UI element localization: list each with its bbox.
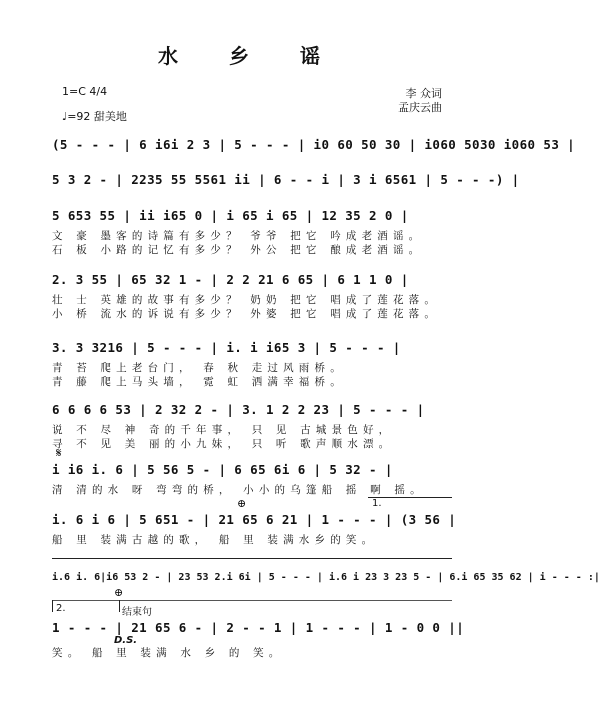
divider-line <box>52 600 452 601</box>
section-divider <box>52 558 452 559</box>
coda-label: 结束句 <box>122 607 152 618</box>
lyric-line-9: 清 清的水 呀 弯弯的桥， 小小的乌篷船 摇 啊 摇。 <box>52 484 426 496</box>
coda-bracket <box>119 600 120 612</box>
key-signature: 1=C 4/4 <box>62 85 108 98</box>
lyric-line-4: 小 桥 流水的诉说有多少？ 外婆 把它 唱成了莲花落。 <box>52 308 441 320</box>
score-line-3: 5 653 55 | ii i65 0 | i 65 i 65 | 12 35 2 0 | <box>52 208 409 223</box>
ending-top-label: 1. <box>372 498 382 509</box>
score-line-8: i. 6 i 6 | 5 651 - | 21 65 6 21 | 1 - - - | (3 56 | <box>52 512 457 527</box>
lyric-line-5: 青 苔 爬上老台门， 春 秋 走过风雨桥。 <box>52 362 346 374</box>
ending-2-label: 2. <box>56 603 66 614</box>
score-line-2: 5 3 2 - | 2235 55 5561 ii | 6 - - i | 3 i 6561 | 5 - - -) | <box>52 172 520 187</box>
coda-icon: ⊕ <box>237 497 247 510</box>
lyric-line-2: 石 板 小路的记忆有多少？ 外公 把它 酿成老酒谣。 <box>52 244 425 256</box>
tempo-marking: ♩=92 甜美地 <box>62 110 127 123</box>
lyricist-credit: 李 众词 <box>405 87 442 100</box>
lyric-line-10: 船 里 装满古越的歌， 船 里 装满水乡的笑。 <box>52 534 378 546</box>
coda-icon-2: ⊕ <box>114 586 124 599</box>
score-line-7: i i6 i. 6 | 5 56 5 - | 6 65 6i 6 | 5 32 - | <box>52 462 393 477</box>
score-line-10: 1 - - - | 21 65 6 - | 2 - - 1 | 1 - - - | 1 - 0 0 || <box>52 620 465 635</box>
song-title: 水 乡 谣 <box>158 44 342 68</box>
composer-credit: 孟庆云曲 <box>398 101 442 114</box>
lyric-line-7: 说 不 尽 神 奇的千年事， 只 见 古城景色好， <box>52 424 395 436</box>
ending-bracket-top <box>368 497 452 498</box>
score-line-5: 3. 3 3216 | 5 - - - | i. i i65 3 | 5 - - - | <box>52 340 401 355</box>
score-line-6: 6 6 6 6 53 | 2 32 2 - | 3. 1 2 2 23 | 5 - - - | <box>52 402 425 417</box>
lyric-line-3: 壮 士 英雄的故事有多少？ 奶奶 把它 唱成了莲花落。 <box>52 294 441 306</box>
score-line-4: 2. 3 55 | 65 32 1 - | 2 2 21 6 65 | 6 1 1 0 | <box>52 272 409 287</box>
ds-marking: D.S. <box>114 635 138 646</box>
lyric-line-8: 寻 不 见 美 丽的小九妹， 只 听 歌声顺水漂。 <box>52 438 395 450</box>
lyric-line-11: 笑。 船 里 装满 水 乡 的 笑。 <box>52 647 285 659</box>
score-line-1: (5 - - - | 6 i6i 2 3 | 5 - - - | i0 60 50 30 | i060 5030 i060 53 | <box>52 137 576 152</box>
score-line-9: i.6 i. 6|i6 53 2 - | 23 53 2.i 6i | 5 - - - | i.6 i 23 3 23 5 - | 6.i 65 35 62 | i - - - :| <box>52 572 600 583</box>
segno-icon: 𝄋 <box>56 446 62 461</box>
lyric-line-1: 文 豪 墨客的诗篇有多少？ 爷爷 把它 吟成老酒谣。 <box>52 230 425 242</box>
lyric-line-6: 青 藤 爬上马头墙， 霓 虹 洒满幸福桥。 <box>52 376 346 388</box>
ending-2-bracket <box>52 600 53 612</box>
